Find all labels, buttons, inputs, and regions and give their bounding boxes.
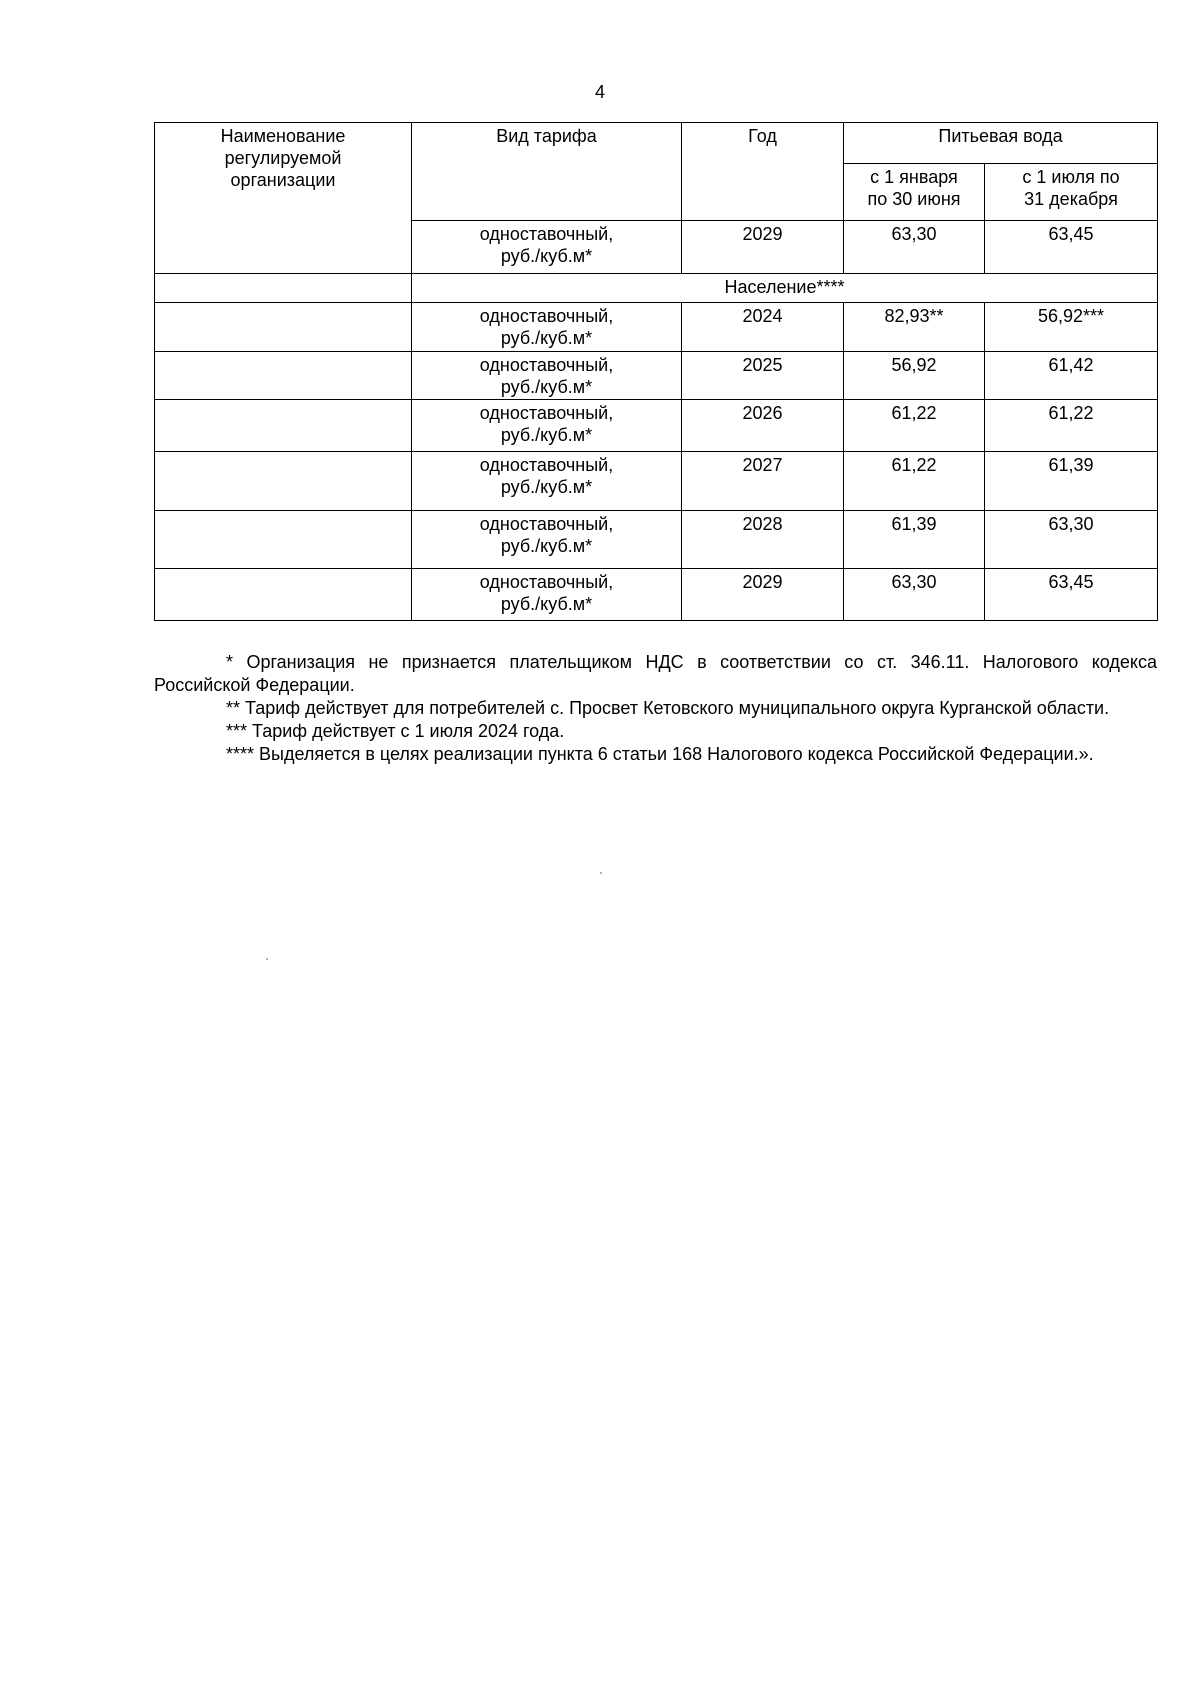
tariff-cell: одноставочный, руб./куб.м*	[412, 352, 682, 400]
table-row	[155, 400, 1158, 452]
value-cell: 82,93**	[844, 303, 985, 352]
org-name-header: Наименование регулируемой организации	[155, 123, 412, 274]
empty-cell	[155, 452, 412, 511]
value-cell: 63,30	[844, 569, 985, 621]
tariff-cell: одноставочный, руб./куб.м*	[412, 221, 682, 274]
footnote-1: * Организация не признается плательщиком НДС в соответствии со ст. 346.11. Налогового кодекса Российской Федерации.	[154, 652, 1157, 695]
scan-speck	[266, 958, 268, 960]
value-cell: 61,22	[844, 452, 985, 511]
value-cell: 61,42	[985, 352, 1158, 400]
value-cell: 63,30	[985, 511, 1158, 569]
tariff-cell: одноставочный, руб./куб.м*	[412, 511, 682, 569]
table-row	[155, 511, 1158, 569]
page-number: 4	[594, 82, 605, 102]
tariff-cell: одноставочный, руб./куб.м*	[412, 303, 682, 352]
year-cell: 2026	[682, 400, 844, 452]
year-cell: 2029	[682, 569, 844, 621]
empty-cell	[155, 352, 412, 400]
year-cell: 2025	[682, 352, 844, 400]
value-cell: 56,92***	[985, 303, 1158, 352]
empty-cell	[155, 400, 412, 452]
scan-speck	[600, 872, 602, 874]
value-cell: 61,39	[844, 511, 985, 569]
empty-cell	[155, 569, 412, 621]
table-row	[155, 569, 1158, 621]
footnote-4: **** Выделяется в целях реализации пункта 6 статьи 168 Налогового кодекса Российской Федерации.».	[226, 744, 1094, 764]
value-cell: 63,30	[844, 221, 985, 274]
drinking-water-header: Питьевая вода	[844, 123, 1158, 164]
tariff-type-header: Вид тарифа	[412, 123, 682, 221]
value-cell: 61,22	[985, 400, 1158, 452]
footnotes	[154, 651, 1157, 766]
footnote-2: ** Тариф действует для потребителей с. Просвет Кетовского муниципального округа Курганской области.	[226, 698, 1110, 718]
table-header-row	[155, 123, 1158, 164]
section-label-population: Население****	[412, 274, 1158, 303]
value-cell: 61,39	[985, 452, 1158, 511]
year-cell: 2024	[682, 303, 844, 352]
year-header: Год	[682, 123, 844, 221]
empty-cell	[155, 303, 412, 352]
year-cell: 2029	[682, 221, 844, 274]
tariff-cell: одноставочный, руб./куб.м*	[412, 569, 682, 621]
empty-cell	[155, 511, 412, 569]
empty-cell	[155, 274, 412, 303]
table-row	[155, 352, 1158, 400]
value-cell: 61,22	[844, 400, 985, 452]
year-cell: 2028	[682, 511, 844, 569]
value-cell: 63,45	[985, 569, 1158, 621]
value-cell: 56,92	[844, 352, 985, 400]
tariff-table	[154, 122, 1158, 621]
year-cell: 2027	[682, 452, 844, 511]
tariff-cell: одноставочный, руб./куб.м*	[412, 452, 682, 511]
table-row	[155, 452, 1158, 511]
period-jul-dec-header: с 1 июля по 31 декабря	[985, 164, 1158, 221]
section-row	[155, 274, 1158, 303]
tariff-cell: одноставочный, руб./куб.м*	[412, 400, 682, 452]
period-jan-jun-header: с 1 января по 30 июня	[844, 164, 985, 221]
footnote-3: *** Тариф действует с 1 июля 2024 года.	[226, 721, 565, 741]
table-row	[155, 303, 1158, 352]
value-cell: 63,45	[985, 221, 1158, 274]
